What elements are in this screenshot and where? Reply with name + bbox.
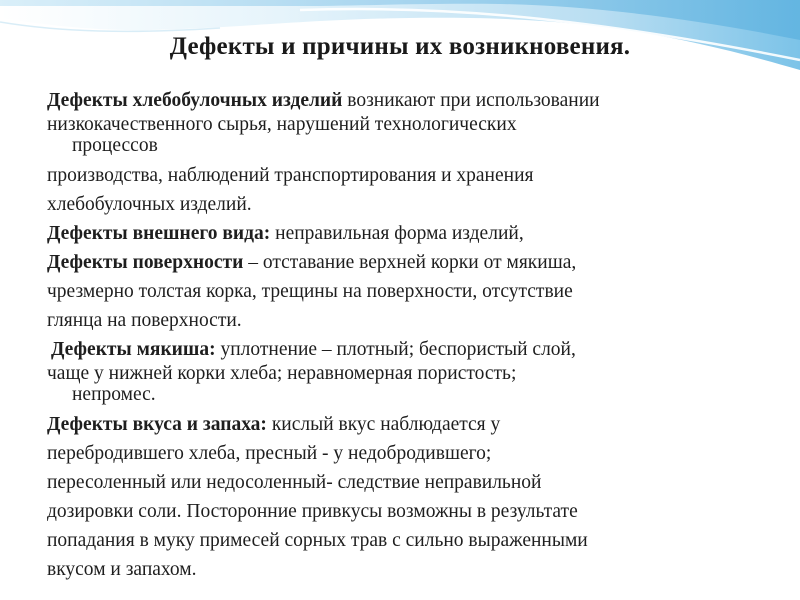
- defect-text: неправильная форма изделий,: [270, 223, 524, 244]
- text-line: [47, 439, 777, 468]
- text-line: [47, 555, 777, 584]
- text-line: [47, 86, 777, 115]
- defect-label: Дефекты внешнего вида:: [47, 223, 271, 244]
- defect-text: низкокачественного сырья, нарушений технологических: [47, 114, 517, 135]
- slide-title: Дефекты и причины их возникновения.: [169, 33, 631, 60]
- defect-text: возникают при использовании: [342, 90, 600, 111]
- text-line: [47, 115, 777, 136]
- defect-text: непромес.: [72, 384, 156, 405]
- defect-text: чаще у нижней корки хлеба; неравномерная пористость;: [47, 363, 517, 384]
- defect-text: попадания в муку примесей сорных трав с сильно выраженными: [47, 530, 588, 551]
- text-line: [47, 136, 777, 157]
- text-line: [47, 219, 777, 248]
- defect-text: хлебобулочных изделий.: [47, 194, 252, 215]
- defect-text: – отставание верхней корки от мякиша,: [243, 252, 577, 273]
- text-line: [47, 497, 777, 526]
- defect-text: глянца на поверхности.: [47, 310, 242, 331]
- text-line: [47, 406, 777, 439]
- text-line: [47, 248, 777, 277]
- defect-label: Дефекты вкуса и запаха:: [47, 414, 267, 435]
- text-line: [47, 306, 777, 335]
- text-line: [47, 277, 777, 306]
- defect-text: уплотнение – плотный; беспористый слой,: [215, 339, 576, 360]
- defect-text: чрезмерно толстая корка, трещины на поверхности, отсутствие: [47, 281, 573, 302]
- text-line: [47, 190, 777, 219]
- body-text: [47, 86, 777, 584]
- defect-label: Дефекты поверхности: [47, 252, 244, 273]
- text-line: [47, 468, 777, 497]
- defect-label: Дефекты хлебобулочных изделий: [47, 90, 343, 111]
- text-line: [47, 157, 777, 190]
- text-line: [47, 335, 777, 364]
- text-line: [47, 364, 777, 385]
- defect-text: вкусом и запахом.: [47, 559, 197, 580]
- text-line: [47, 385, 777, 406]
- defect-text: производства, наблюдений транспортирования и хранения: [47, 165, 534, 186]
- text-line: [47, 526, 777, 555]
- defect-text: кислый вкус наблюдается у: [266, 414, 501, 435]
- defect-text: дозировки соли. Посторонние привкусы возможны в результате: [47, 501, 578, 522]
- defect-text: пересоленный или недосоленный- следствие неправильной: [47, 472, 542, 493]
- defect-label: Дефекты мякиша:: [51, 339, 216, 360]
- defect-text: перебродившего хлеба, пресный - у недобродившего;: [47, 443, 492, 464]
- defect-text: процессов: [72, 135, 158, 156]
